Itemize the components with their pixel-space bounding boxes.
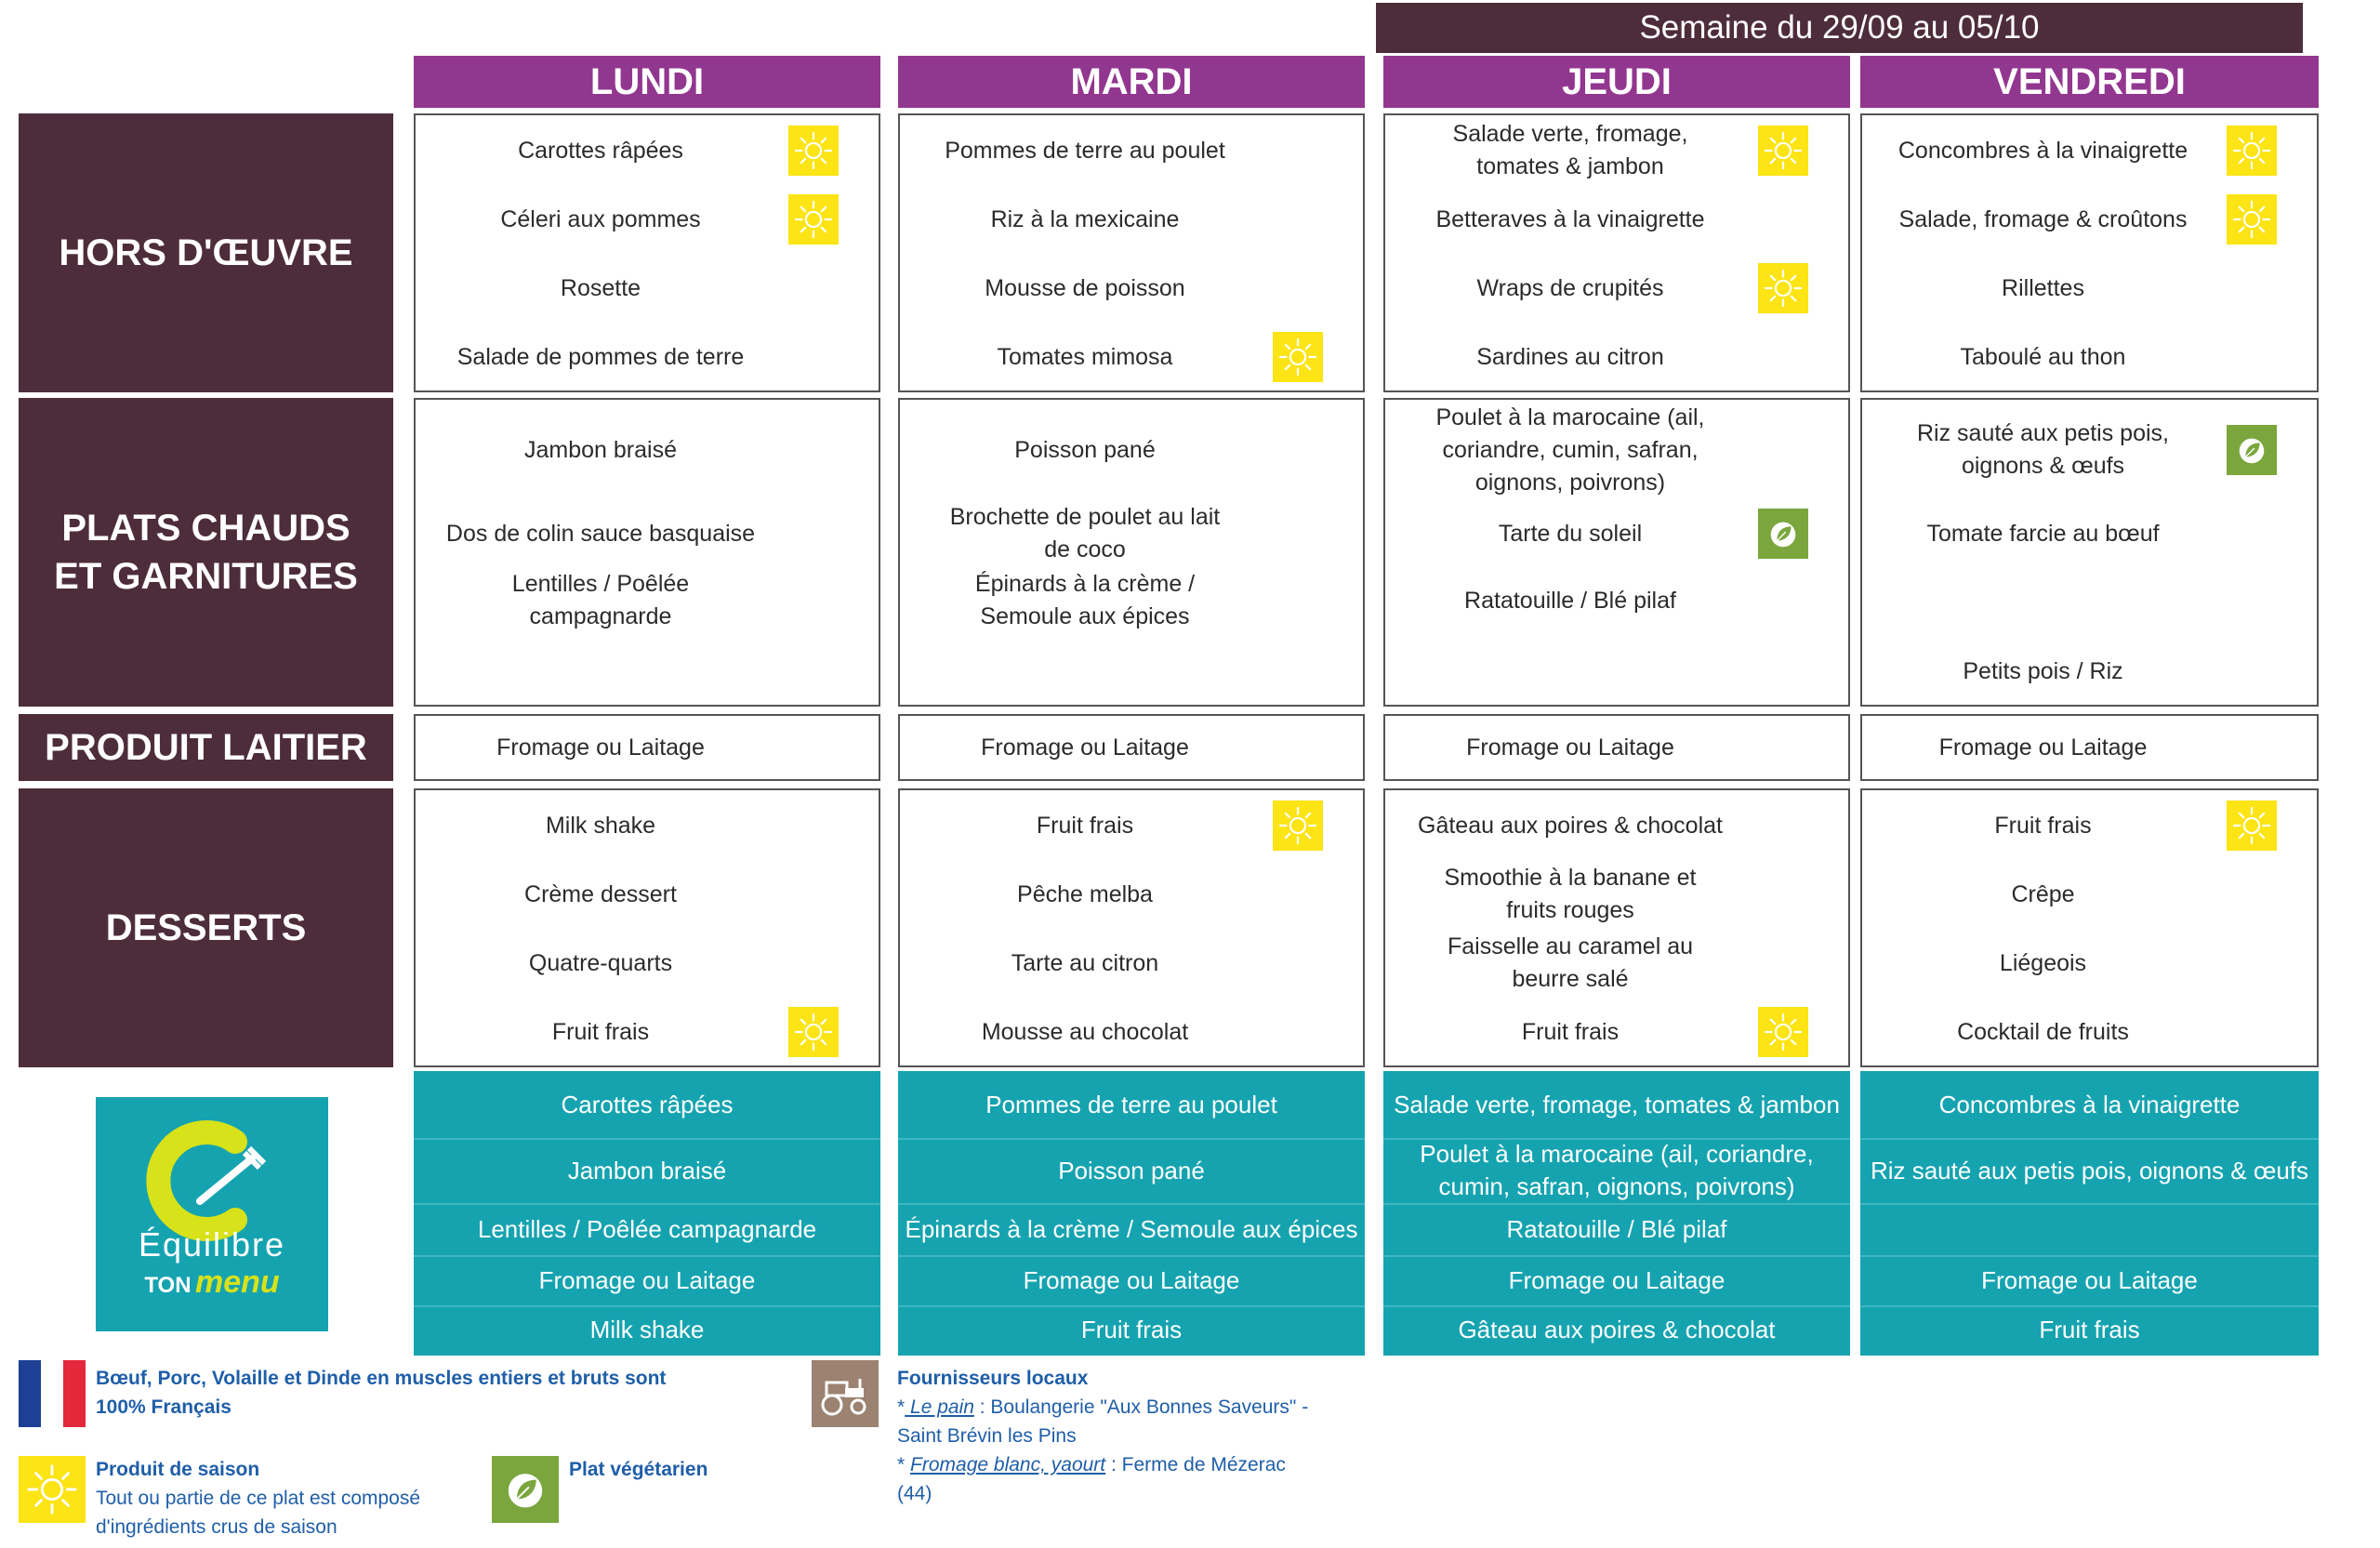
menu-item-text: Dos de colin sauce basquaise (445, 520, 756, 547)
menu-item (416, 791, 879, 860)
menu-item-text: Tarte au citron (1011, 949, 1159, 976)
summary-item (1383, 1071, 1850, 1138)
menu-item-text: Crème dessert (524, 880, 677, 907)
day-label: LUNDI (589, 60, 705, 102)
menu-item-label (1385, 862, 1755, 927)
menu-item-label (1385, 204, 1755, 236)
sun-icon (788, 1007, 839, 1057)
sun-icon (2227, 800, 2277, 851)
menu-item-text: Fruit frais (1521, 1018, 1620, 1045)
menu-item-label (416, 947, 786, 980)
menu-item-label (1862, 518, 2224, 550)
legend-sun-icon (19, 1456, 86, 1523)
legend-fournisseurs-title: Fournisseurs locaux (897, 1368, 1089, 1389)
desserts-cell-mardi (898, 788, 1365, 1067)
laitier-cell-vendredi (1860, 714, 2319, 781)
summary-item (898, 1255, 1365, 1305)
menu-item-text: Cocktail de fruits (1957, 1018, 2129, 1045)
menu-item (1385, 716, 1848, 779)
summary-item (1383, 1203, 1850, 1255)
menu-item-label (416, 1016, 786, 1049)
summary-item-label: Fromage ou Laitage (1981, 1265, 2198, 1294)
menu-item (900, 929, 1363, 998)
menu-item (1385, 998, 1848, 1066)
menu-item-label (1385, 272, 1755, 305)
menu-item (900, 323, 1363, 391)
menu-item-label (900, 879, 1270, 911)
menu-item-text: Riz sauté aux petis pois, (1917, 420, 2169, 446)
menu-item-icon-slot (1755, 263, 1811, 313)
category-desserts (19, 788, 393, 1067)
menu-item-text: Tomates mimosa (997, 343, 1173, 370)
menu-item-label (900, 810, 1270, 842)
legend-france (96, 1364, 747, 1422)
menu-item (1385, 860, 1848, 929)
menu-item-text: Poisson pané (1014, 436, 1156, 463)
legend-fournisseur-text: (44) (897, 1483, 932, 1504)
menu-item-label (900, 434, 1270, 467)
summary-item (1860, 1071, 2319, 1138)
day-label: JEUDI (1562, 60, 1672, 102)
menu-item (1862, 929, 2317, 998)
menu-item-text: Concombres à la vinaigrette (1897, 137, 2188, 164)
menu-item-text: Poulet à la marocaine (ail, (1435, 404, 1705, 430)
menu-item-text: Crêpe (2011, 880, 2075, 907)
menu-item (1385, 791, 1848, 860)
equilibre-summary-lundi (414, 1071, 880, 1356)
summary-item (1860, 1138, 2319, 1203)
menu-item-label (1862, 135, 2224, 167)
menu-item-icon-slot (1270, 800, 1326, 851)
plats-cell-jeudi (1383, 398, 1850, 707)
summary-item (414, 1255, 880, 1305)
menu-item-text: campagnarde (529, 603, 672, 629)
menu-item (1385, 323, 1848, 391)
link-le-pain[interactable]: Le pain (905, 1396, 974, 1418)
menu-item-text: de coco (1044, 536, 1126, 562)
logo-text-equilibre: Équilibre (138, 1225, 286, 1264)
menu-item-label (416, 204, 786, 236)
menu-item-label (900, 568, 1270, 633)
logo-text-menu: menu (195, 1264, 280, 1300)
equilibre-summary-jeudi (1383, 1071, 1850, 1356)
menu-item-text: Céleri aux pommes (500, 205, 701, 232)
menu-item (1862, 860, 2317, 929)
hors-cell-vendredi (1860, 113, 2319, 392)
menu-item-text: Épinards à la crème / (974, 571, 1196, 597)
menu-item-label (416, 135, 786, 167)
day-label: VENDREDI (1993, 60, 2186, 102)
menu-item-text: Petits pois / Riz (1963, 657, 2123, 684)
legend-france-line: Bœuf, Porc, Volaille et Dinde en muscles entiers et bruts sont (96, 1368, 667, 1389)
menu-item (416, 860, 879, 929)
menu-item (416, 716, 879, 779)
menu-item-label (1862, 272, 2224, 305)
menu-item-text: Brochette de poulet au lait (949, 504, 1221, 530)
menu-item (416, 116, 879, 185)
summary-item (898, 1138, 1365, 1203)
day-header-lundi (414, 56, 880, 108)
menu-item (900, 254, 1363, 323)
menu-item-text: Mousse au chocolat (981, 1018, 1189, 1045)
category-label: DESSERTS (105, 907, 307, 948)
menu-item-label (1385, 732, 1755, 764)
menu-item-label (1862, 204, 2224, 236)
menu-item-label (416, 434, 786, 467)
summary-item (414, 1071, 880, 1138)
tractor-icon (812, 1360, 879, 1427)
menu-item-text: Lentilles / Poêlée (511, 571, 690, 597)
france-flag-icon (19, 1360, 86, 1427)
summary-item (1860, 1305, 2319, 1354)
menu-item-icon-slot (2224, 194, 2280, 245)
menu-item-label (900, 1016, 1270, 1049)
menu-item-icon-slot (1755, 1007, 1811, 1057)
desserts-cell-vendredi (1860, 788, 2319, 1067)
summary-item (1383, 1305, 1850, 1354)
menu-item (900, 791, 1363, 860)
menu-item-label (416, 518, 786, 550)
menu-item-text: Salade de pommes de terre (456, 343, 745, 370)
menu-item-icon-slot (1270, 332, 1326, 382)
summary-item (898, 1305, 1365, 1354)
legend-star: * (897, 1454, 906, 1475)
logo-text-ton-menu (96, 1264, 328, 1301)
menu-item-text: Fromage ou Laitage (981, 734, 1189, 761)
menu-item-label (1862, 341, 2224, 374)
sun-icon (1273, 332, 1323, 382)
legend-saison-line: d'ingrédients crus de saison (96, 1516, 337, 1538)
sun-icon (2227, 194, 2277, 245)
summary-item-label: Concombres à la vinaigrette (1938, 1090, 2241, 1118)
menu-item-text: Pommes de terre au poulet (945, 137, 1225, 164)
summary-item (414, 1138, 880, 1203)
legend-saison-line: Tout ou partie de ce plat est composé (96, 1488, 421, 1509)
menu-item-text: Gâteau aux poires & chocolat (1418, 812, 1723, 839)
sun-icon (788, 126, 839, 176)
menu-item (1862, 483, 2317, 585)
equilibre-logo (96, 1097, 328, 1331)
legend-fournisseur-text: Saint Brévin les Pins (897, 1425, 1077, 1447)
category-plats-chauds (19, 398, 393, 707)
menu-item-label (1862, 417, 2224, 483)
legend-fournisseur-pain (897, 1393, 1381, 1422)
legend-fournisseur-text: : Ferme de Mézerac (1105, 1454, 1286, 1475)
legend-fournisseur-fromage (897, 1450, 1381, 1479)
menu-item (416, 254, 879, 323)
sun-icon (1758, 263, 1808, 313)
logo-text-ton: TON (144, 1273, 192, 1298)
leaf-icon (2227, 425, 2277, 475)
summary-item (1383, 1138, 1850, 1203)
menu-item-label (1385, 518, 1755, 550)
legend-fournisseur-text: : Boulangerie "Aux Bonnes Saveurs" - (973, 1396, 1309, 1418)
day-header-vendredi (1860, 56, 2319, 108)
menu-item-label (416, 341, 786, 374)
summary-item-label: Fromage ou Laitage (1023, 1265, 1240, 1294)
menu-item (1385, 116, 1848, 185)
plats-cell-vendredi (1860, 398, 2319, 707)
menu-item (1385, 929, 1848, 998)
menu-item-label (1385, 585, 1755, 617)
menu-item (416, 998, 879, 1066)
menu-item-text: oignons & œufs (1961, 453, 2125, 479)
menu-item (1862, 716, 2317, 779)
laitier-cell-lundi (414, 714, 880, 781)
legend-fournisseurs (897, 1364, 1381, 1508)
menu-item-text: Taboulé au thon (1960, 343, 2126, 370)
menu-item-label (1385, 810, 1755, 842)
menu-item-text: Salade verte, fromage, (1452, 121, 1688, 147)
menu-item-label (416, 732, 786, 764)
hors-cell-lundi (414, 113, 880, 392)
menu-item-text: Carottes râpées (518, 137, 683, 164)
menu-item (900, 549, 1363, 652)
menu-item (1862, 323, 2317, 391)
menu-item-text: Liégeois (1999, 949, 2087, 976)
menu-item (1862, 998, 2317, 1066)
sun-icon (1273, 800, 1323, 851)
summary-item-label: Fromage ou Laitage (538, 1265, 756, 1294)
menu-item-text: Salade, fromage & croûtons (1898, 205, 2188, 232)
menu-item-label (1385, 1016, 1755, 1049)
category-hors-doeuvre (19, 113, 393, 392)
menu-item-text: Betteraves à la vinaigrette (1435, 205, 1705, 232)
menu-item-icon-slot (2224, 126, 2280, 176)
menu-item-label (1385, 931, 1755, 996)
menu-item-icon-slot (2224, 800, 2280, 851)
summary-item-label: Salade verte, fromage, tomates & jambon (1394, 1090, 1840, 1118)
menu-item (900, 860, 1363, 929)
menu-item (1862, 620, 2317, 722)
summary-item-label: Riz sauté aux petis pois, oignons & œufs (1870, 1156, 2309, 1184)
summary-item-label: Poulet à la marocaine (ail, coriandre, cumin, safran, oignons, poivrons) (1420, 1140, 1814, 1200)
menu-item (1862, 116, 2317, 185)
sun-icon (1758, 126, 1808, 176)
menu-item-text: Smoothie à la banane et (1444, 865, 1697, 891)
menu-item (1385, 549, 1848, 652)
category-produit-laitier (19, 714, 393, 781)
menu-item-text: Faisselle au caramel au (1447, 933, 1693, 959)
menu-item-text: Fromage ou Laitage (1938, 734, 2148, 761)
day-header-mardi (898, 56, 1365, 108)
category-label: ET GARNITURES (54, 556, 358, 597)
menu-item (900, 716, 1363, 779)
summary-item-label: Poisson pané (1058, 1156, 1205, 1184)
menu-item-text: Rosette (560, 274, 641, 301)
desserts-cell-lundi (414, 788, 880, 1067)
menu-item-text: Fruit frais (551, 1018, 650, 1045)
menu-item-label (900, 947, 1270, 980)
menu-item-text: Riz à la mexicaine (990, 205, 1180, 232)
sun-icon (2227, 126, 2277, 176)
summary-item (414, 1305, 880, 1354)
menu-item-text: Sardines au citron (1476, 343, 1664, 370)
menu-item (900, 185, 1363, 254)
menu-item-label (1385, 341, 1755, 374)
menu-item (1385, 185, 1848, 254)
menu-item-icon-slot (786, 194, 841, 245)
menu-item (900, 998, 1363, 1066)
menu-item-text: Fromage ou Laitage (1466, 734, 1674, 761)
menu-item-label (1862, 810, 2224, 842)
menu-item-text: Semoule aux épices (980, 603, 1190, 629)
menu-item-text: Jambon braisé (524, 436, 677, 463)
menu-item-text: Milk shake (545, 812, 656, 839)
menu-item-label (900, 732, 1270, 764)
menu-item-label (1862, 655, 2224, 688)
category-label: PLATS CHAUDS (61, 508, 350, 549)
week-banner (1376, 3, 2303, 53)
day-label: MARDI (1070, 60, 1193, 102)
equilibre-summary-mardi (898, 1071, 1365, 1356)
menu-item-label (900, 272, 1270, 305)
menu-item-icon-slot (786, 1007, 841, 1057)
legend-star: * (897, 1396, 906, 1418)
menu-item-label (900, 204, 1270, 236)
sun-icon (1758, 1007, 1808, 1057)
summary-item-label: Fruit frais (1080, 1315, 1183, 1343)
menu-item-text: Wraps de crupités (1476, 274, 1664, 301)
desserts-cell-jeudi (1383, 788, 1850, 1067)
legend-france-line: 100% Français (96, 1396, 231, 1418)
menu-item-label (1862, 732, 2224, 764)
summary-item (898, 1203, 1365, 1255)
menu-item-text: oignons, poivrons) (1474, 469, 1666, 496)
week-label: Semaine du 29/09 au 05/10 (1639, 9, 2040, 46)
menu-item-label (1862, 947, 2224, 980)
summary-item-label: Milk shake (589, 1315, 705, 1343)
day-header-jeudi (1383, 56, 1850, 108)
equilibre-summary-vendredi (1860, 1071, 2319, 1356)
menu-item-label (900, 341, 1270, 374)
menu-item-text: Mousse de poisson (985, 274, 1185, 301)
menu-item-icon-slot (786, 126, 841, 176)
laitier-cell-mardi (898, 714, 1365, 781)
menu-item (416, 549, 879, 652)
menu-item-text: tomates & jambon (1476, 153, 1664, 179)
menu-item-text: Fromage ou Laitage (496, 734, 705, 761)
legend-leaf-icon (492, 1456, 559, 1523)
menu-item-label (416, 810, 786, 842)
summary-item (898, 1071, 1365, 1138)
summary-item-label: Ratatouille / Blé pilaf (1506, 1214, 1727, 1243)
legend-saison (96, 1455, 505, 1541)
menu-item-label (900, 135, 1270, 167)
menu-item (900, 116, 1363, 185)
summary-item (1860, 1203, 2319, 1255)
menu-item-text: coriandre, cumin, safran, (1442, 436, 1699, 463)
laitier-cell-jeudi (1383, 714, 1850, 781)
summary-item-label: Gâteau aux poires & chocolat (1458, 1315, 1776, 1343)
menu-item-text: Fruit frais (1036, 812, 1134, 839)
summary-item (1860, 1255, 2319, 1305)
link-fromage-blanc-yaourt[interactable]: Fromage blanc, yaourt (910, 1454, 1106, 1475)
menu-item-label (416, 568, 786, 633)
menu-item-text: beurre salé (1512, 966, 1629, 992)
summary-item-label: Épinards à la crème / Semoule aux épices (905, 1214, 1358, 1243)
summary-item-label: Carottes râpées (561, 1090, 734, 1118)
summary-item-label: Fruit frais (2039, 1315, 2140, 1343)
menu-item-icon-slot (1755, 126, 1811, 176)
legend-vegetarien-title: Plat végétarien (569, 1459, 708, 1480)
summary-item-label: Fromage ou Laitage (1508, 1265, 1726, 1294)
menu-item-text: Rillettes (2002, 274, 2084, 301)
summary-item (1383, 1255, 1850, 1305)
menu-item-text: Quatre-quarts (528, 949, 673, 976)
plats-cell-mardi (898, 398, 1365, 707)
category-label: PRODUIT LAITIER (45, 727, 367, 768)
menu-item-label (1862, 1016, 2224, 1049)
menu-item-icon-slot (2224, 425, 2280, 475)
menu-item-label (1385, 118, 1755, 183)
summary-item (414, 1203, 880, 1255)
menu-item-text: Ratatouille / Blé pilaf (1464, 587, 1676, 614)
menu-item-label (1862, 879, 2224, 911)
menu-item (1862, 254, 2317, 323)
menu-item (1385, 254, 1848, 323)
menu-item-text: Tomate farcie au bœuf (1926, 520, 2160, 547)
summary-item-label: Lentilles / Poêlée campagnarde (477, 1214, 817, 1243)
menu-item-label (416, 879, 786, 911)
legend-saison-title: Produit de saison (96, 1459, 260, 1480)
menu-item (416, 929, 879, 998)
menu-item (416, 323, 879, 391)
plats-cell-lundi (414, 398, 880, 707)
menu-item-label (416, 272, 786, 305)
category-label: HORS D'ŒUVRE (59, 232, 353, 273)
sun-icon (788, 194, 839, 245)
summary-item-label: Pommes de terre au poulet (985, 1090, 1277, 1118)
menu-item-text: Pêche melba (1017, 880, 1153, 907)
menu-item-text: Fruit frais (1994, 812, 2092, 839)
hors-cell-mardi (898, 113, 1365, 392)
menu-item (1862, 791, 2317, 860)
menu-item (1862, 185, 2317, 254)
hors-cell-jeudi (1383, 113, 1850, 392)
summary-item-label: Jambon braisé (567, 1156, 727, 1184)
menu-item-text: Tarte du soleil (1498, 520, 1643, 547)
menu-item (416, 185, 879, 254)
menu-item-text: fruits rouges (1506, 897, 1634, 923)
